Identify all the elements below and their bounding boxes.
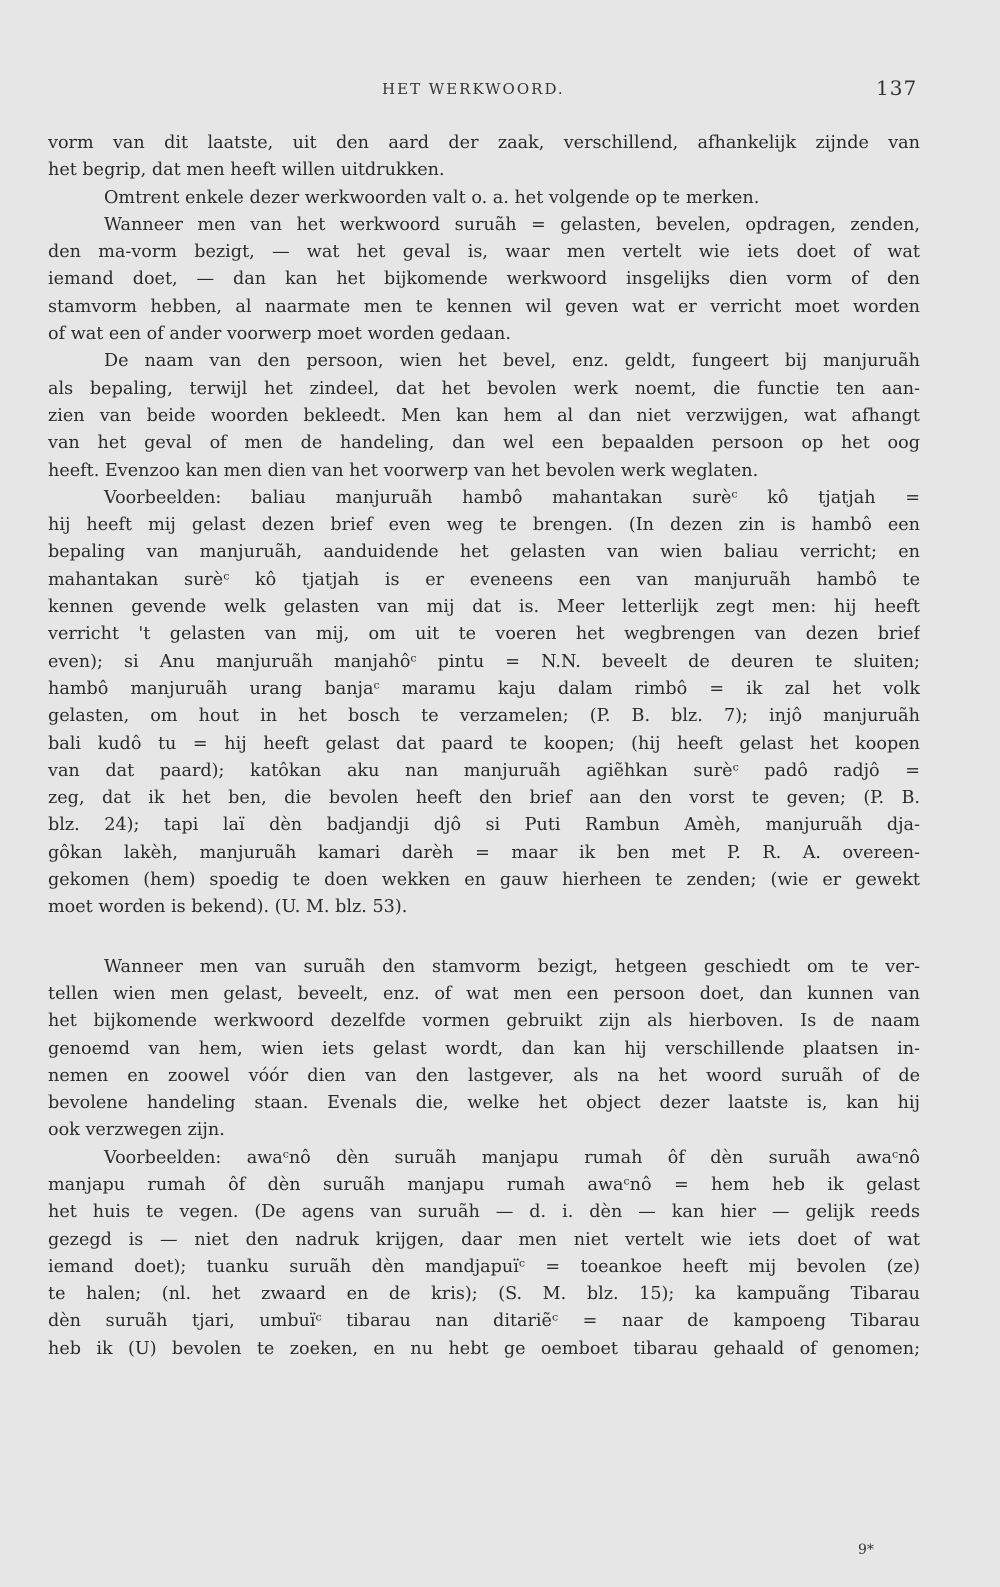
text-line: bepaling van manjuruãh, aanduidende het gelasten van wien baliau verricht; en bbox=[48, 542, 920, 563]
text-line: kennen gevende welk gelasten van mij dat is. Meer letterlijk zegt men: hij heeft bbox=[48, 597, 920, 618]
text-line: mahantakan surèᶜ kô tjatjah is er eveneens een van manjuruãh hambô te bbox=[48, 569, 920, 590]
paragraph-4 bbox=[48, 348, 920, 484]
text-line: van het geval of men de handeling, dan wel een bepaalden persoon op het oog bbox=[48, 433, 920, 454]
text-line: het bijkomende werkwoord dezelfde vormen gebruikt zijn als hierboven. Is de naam bbox=[48, 1011, 920, 1032]
text-line: iemand doet, — dan kan het bijkomende werkwoord insgelijks dien vorm of den bbox=[48, 269, 920, 290]
page-number: 137 bbox=[876, 76, 918, 100]
text-line: even); si Anu manjuruãh manjahôᶜ pintu = N.N. beveelt de deuren te sluiten; bbox=[48, 651, 920, 672]
text-line: den ma-vorm bezigt, — wat het geval is, waar men vertelt wie iets doet of wat bbox=[48, 242, 920, 263]
text-line: ook verzwegen zijn. bbox=[48, 1120, 225, 1141]
text-line: vorm van dit laatste, uit den aard der zaak, verschillend, afhankelijk zijnde van bbox=[48, 133, 920, 153]
text-line: gelasten, om hout in het bosch te verzamelen; (P. B. blz. 7); injô manjuruãh bbox=[48, 706, 920, 727]
text-line: gezegd is — niet den nadruk krijgen, daar men niet vertelt wie iets doet of wat bbox=[48, 1229, 920, 1250]
text-line: van dat paard); katôkan aku nan manjuruãh agiẽhkan surèᶜ padô radjô = bbox=[48, 760, 920, 781]
signature-mark: 9* bbox=[858, 1542, 874, 1558]
text-line: heeft. Evenzoo kan men dien van het voorwerp van het bevolen werk weglaten. bbox=[48, 460, 759, 481]
text-line: gekomen (hem) spoedig te doen wekken en gauw hierheen te zenden; (wie er gewekt bbox=[48, 870, 920, 891]
text-line: zeg, dat ik het ben, die bevolen heeft den brief aan den vorst te geven; (P. B. bbox=[48, 788, 920, 809]
text-line: tellen wien men gelast, beveelt, enz. of wat men een persoon doet, dan kunnen van bbox=[48, 983, 920, 1004]
paragraph-7 bbox=[48, 1145, 920, 1363]
text-line: Voorbeelden: awaᶜnô dèn suruãh manjapu rumah ôf dèn suruãh awaᶜnô bbox=[104, 1147, 920, 1168]
text-line: of wat een of ander voorwerp moet worden gedaan. bbox=[48, 324, 511, 345]
text-line: stamvorm hebben, al naarmate men te kennen wil geven wat er verricht moet worden bbox=[48, 296, 920, 317]
paragraph-5 bbox=[48, 485, 920, 922]
text-line: als bepaling, terwijl het zindeel, dat het bevolen werk noemt, die functie ten aan- bbox=[48, 378, 920, 399]
text-line: nemen en zoowel vóór dien van den lastgever, als na het woord suruãh of de bbox=[48, 1065, 920, 1086]
running-head bbox=[0, 76, 1000, 100]
text-line: blz. 24); tapi laï dèn badjandji djô si Puti Rambun Amèh, manjuruãh dja- bbox=[48, 815, 920, 836]
text-line: bevolene handeling staan. Evenals die, welke het object dezer laatste is, kan hij bbox=[48, 1093, 920, 1114]
text-line: verricht 't gelasten van mij, om uit te voeren het wegbrengen van dezen brief bbox=[48, 624, 920, 645]
text-line: genoemd van hem, wien iets gelast wordt, dan kan hij verschillende plaatsen in- bbox=[48, 1038, 920, 1059]
text-line: Wanneer men van suruãh den stamvorm bezigt, hetgeen geschiedt om te ver- bbox=[104, 956, 920, 977]
text-line: het huis te vegen. (De agens van suruãh — d. i. dèn — kan hier — gelijk reeds bbox=[48, 1202, 920, 1223]
text-line: bali kudô tu = hij heeft gelast dat paard te koopen; (hij heeft gelast het koopen bbox=[48, 733, 920, 754]
body-text bbox=[48, 130, 920, 1363]
paragraph-6 bbox=[48, 954, 920, 1145]
text-line: Voorbeelden: baliau manjuruãh hambô mahantakan surèᶜ kô tjatjah = bbox=[104, 487, 920, 508]
text-line: Omtrent enkele dezer werkwoorden valt o. a. het volgende op te merken. bbox=[104, 187, 760, 208]
paragraph-3 bbox=[48, 212, 920, 348]
text-line: het begrip, dat men heeft willen uitdrukken. bbox=[48, 160, 445, 181]
paragraph-2 bbox=[48, 185, 920, 212]
text-line: De naam van den persoon, wien het bevel, enz. geldt, fungeert bij manjuruãh bbox=[104, 351, 920, 372]
text-line: hambô manjuruãh urang banjaᶜ maramu kaju dalam rimbô = ik zal het volk bbox=[48, 678, 920, 699]
text-line: manjapu rumah ôf dèn suruãh manjapu rumah awaᶜnô = hem heb ik gelast bbox=[48, 1174, 920, 1195]
text-line: moet worden is bekend). (U. M. blz. 53). bbox=[48, 897, 408, 918]
text-line: hij heeft mij gelast dezen brief even weg te brengen. (In dezen zin is hambô een bbox=[48, 515, 920, 536]
paragraph-1 bbox=[48, 130, 920, 185]
text-line: te halen; (nl. het zwaard en de kris); (S. M. blz. 15); ka kampuãng Tibarau bbox=[48, 1284, 920, 1305]
text-line: gôkan lakèh, manjuruãh kamari darèh = maar ik ben met P. R. A. overeen- bbox=[48, 842, 920, 863]
text-line: heb ik (U) bevolen te zoeken, en nu hebt ge oemboet tibarau gehaald of genomen; bbox=[48, 1338, 920, 1359]
text-line: iemand doet); tuanku suruãh dèn mandjapuïᶜ = toeankoe heeft mij bevolen (ze) bbox=[48, 1256, 920, 1277]
text-line: dèn suruãh tjari, umbuïᶜ tibarau nan ditariẽᶜ = naar de kampoeng Tibarau bbox=[48, 1311, 920, 1332]
running-title: HET WERKWOORD. bbox=[382, 80, 565, 98]
paragraph-gap bbox=[48, 922, 920, 954]
text-line: zien van beide woorden bekleedt. Men kan hem al dan niet verzwijgen, wat afhangt bbox=[48, 405, 920, 426]
text-line: Wanneer men van het werkwoord suruãh = gelasten, bevelen, opdragen, zenden, bbox=[104, 214, 920, 235]
